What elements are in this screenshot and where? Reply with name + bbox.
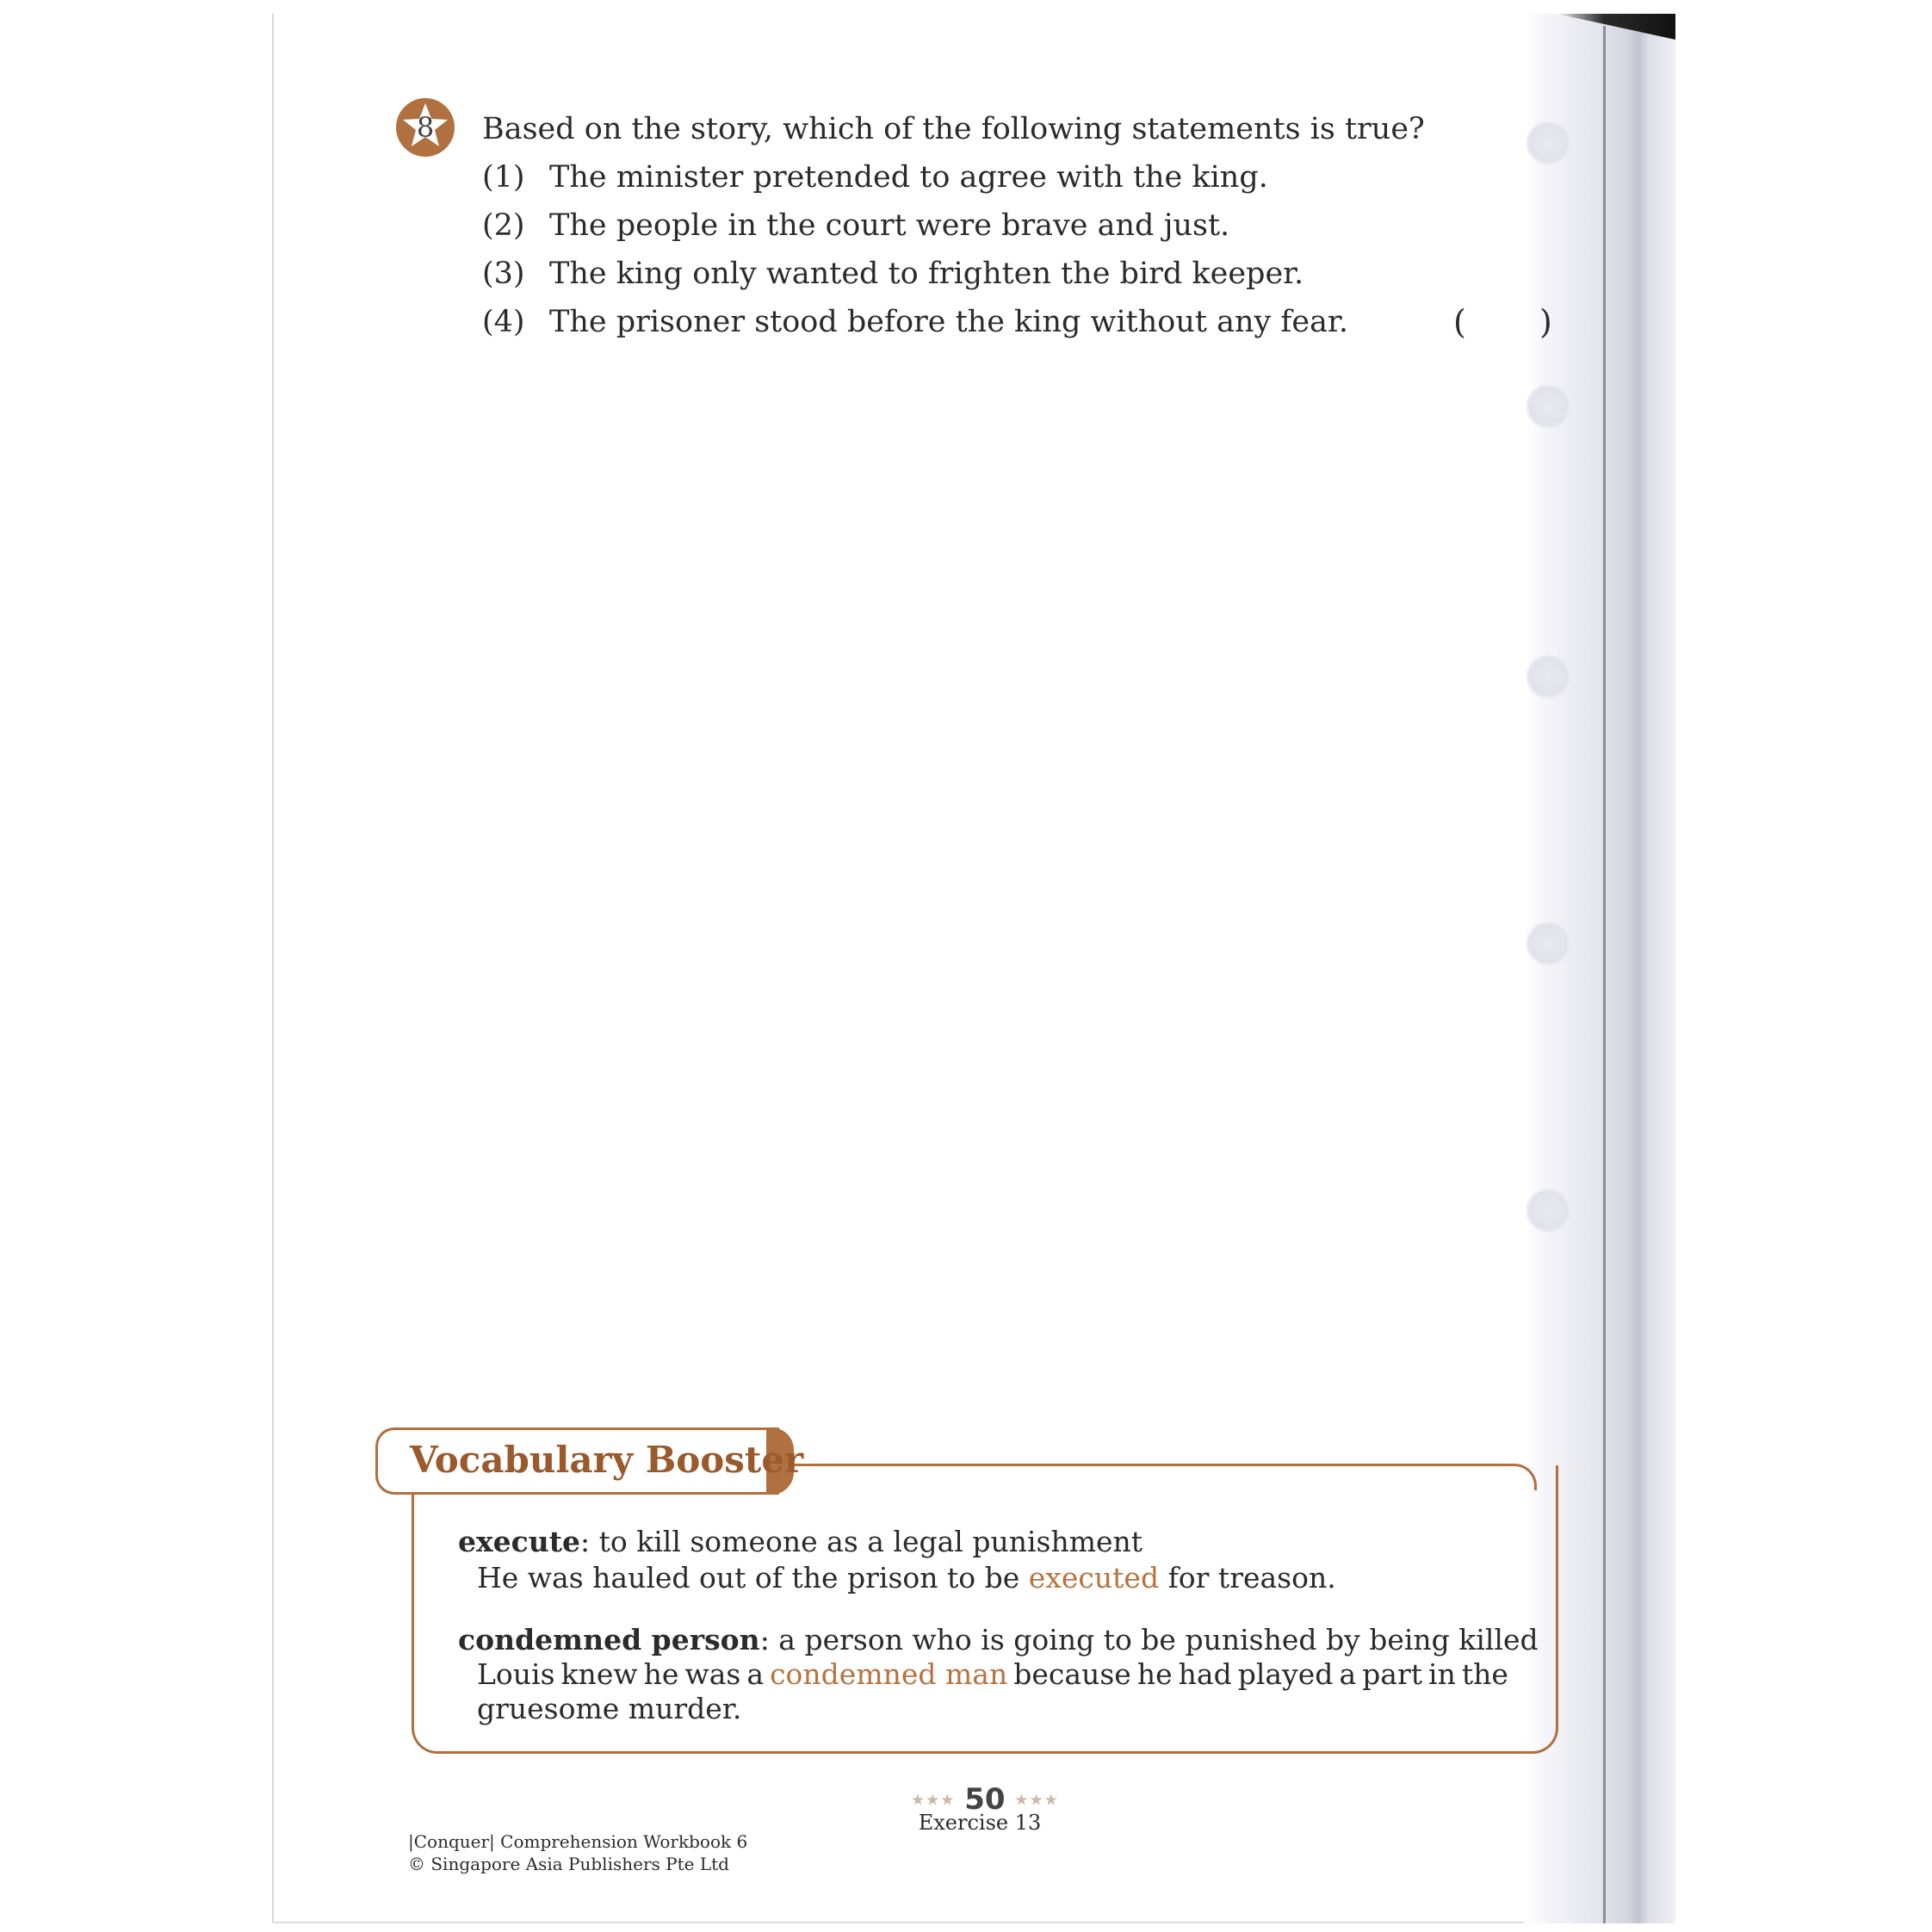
- answer-bracket-close[interactable]: ): [1539, 303, 1552, 341]
- example-word: had: [1178, 1657, 1232, 1691]
- page-number-text: 50: [964, 1782, 1006, 1817]
- vocab-example: [477, 1560, 1336, 1596]
- vocab-title: Vocabulary Booster: [410, 1439, 804, 1481]
- option-1[interactable]: [482, 158, 1268, 196]
- question-text: Based on the story, which of the following statements is true?: [482, 112, 1425, 146]
- question-number-badge: [394, 96, 456, 158]
- bleed-through-star-icon: [1526, 384, 1570, 429]
- option-4[interactable]: [482, 303, 1348, 341]
- bleed-through-star-icon: [1526, 654, 1570, 699]
- bleed-through-star-icon: [1526, 121, 1570, 165]
- star-decoration-icon: ★★★: [911, 1791, 956, 1810]
- example-word: in: [1428, 1657, 1456, 1691]
- example-word: Louis: [477, 1657, 555, 1691]
- example-text: for treason.: [1159, 1561, 1336, 1595]
- vocab-word: execute: [458, 1525, 580, 1558]
- vocab-entry-condemned-person: [458, 1622, 1539, 1658]
- example-word: was: [684, 1657, 741, 1691]
- bleed-through-star-icon: [1526, 921, 1570, 966]
- example-highlight: condemned man: [770, 1657, 1008, 1691]
- example-word: part: [1362, 1657, 1422, 1691]
- example-word: a: [1339, 1657, 1357, 1691]
- example-word: he: [643, 1657, 679, 1691]
- answer-bracket-open[interactable]: (: [1453, 303, 1466, 341]
- star-decoration-icon: ★★★: [1014, 1791, 1059, 1810]
- option-text: The king only wanted to frighten the bird keeper.: [549, 257, 1304, 291]
- example-highlight: executed: [1028, 1561, 1160, 1595]
- example-word: because: [1013, 1657, 1131, 1691]
- option-3[interactable]: [482, 255, 1303, 293]
- bleed-through-star-icon: [1526, 1188, 1570, 1233]
- example-word: knew: [560, 1657, 638, 1691]
- example-word: a: [746, 1657, 765, 1691]
- page-bottom-edge: [272, 1922, 1675, 1923]
- copyright: © Singapore Asia Publishers Pte Ltd: [408, 1854, 729, 1874]
- example-word: played: [1237, 1657, 1334, 1691]
- vocab-example-continuation: gruesome murder.: [477, 1692, 742, 1725]
- option-number: (2): [482, 208, 525, 243]
- example-word: the: [1461, 1657, 1508, 1691]
- exercise-label: Exercise 13: [918, 1811, 1042, 1835]
- option-text: The people in the court were brave and just.: [549, 208, 1230, 243]
- option-number: (1): [482, 160, 525, 195]
- vocab-definition: : to kill someone as a legal punishment: [580, 1525, 1143, 1558]
- option-2[interactable]: [482, 207, 1229, 245]
- vocab-definition: : a person who is going to be punished by being killed: [759, 1623, 1539, 1656]
- option-number: (4): [482, 305, 525, 339]
- example-word: he: [1136, 1657, 1173, 1691]
- vocab-entry-execute: [458, 1524, 1142, 1560]
- page-left-edge: [272, 14, 274, 1923]
- vocab-example: [477, 1656, 1508, 1693]
- option-text: The minister pretended to agree with the king.: [549, 160, 1268, 195]
- example-text: He was hauled out of the prison to be: [477, 1561, 1029, 1595]
- question-number: 8: [416, 111, 435, 144]
- vocab-word: condemned person: [458, 1623, 760, 1656]
- book-title: |Conquer| Comprehension Workbook 6: [408, 1831, 748, 1852]
- option-text: The prisoner stood before the king without any fear.: [549, 305, 1348, 339]
- option-number: (3): [482, 257, 525, 291]
- book-spine-fold: [1603, 26, 1606, 1923]
